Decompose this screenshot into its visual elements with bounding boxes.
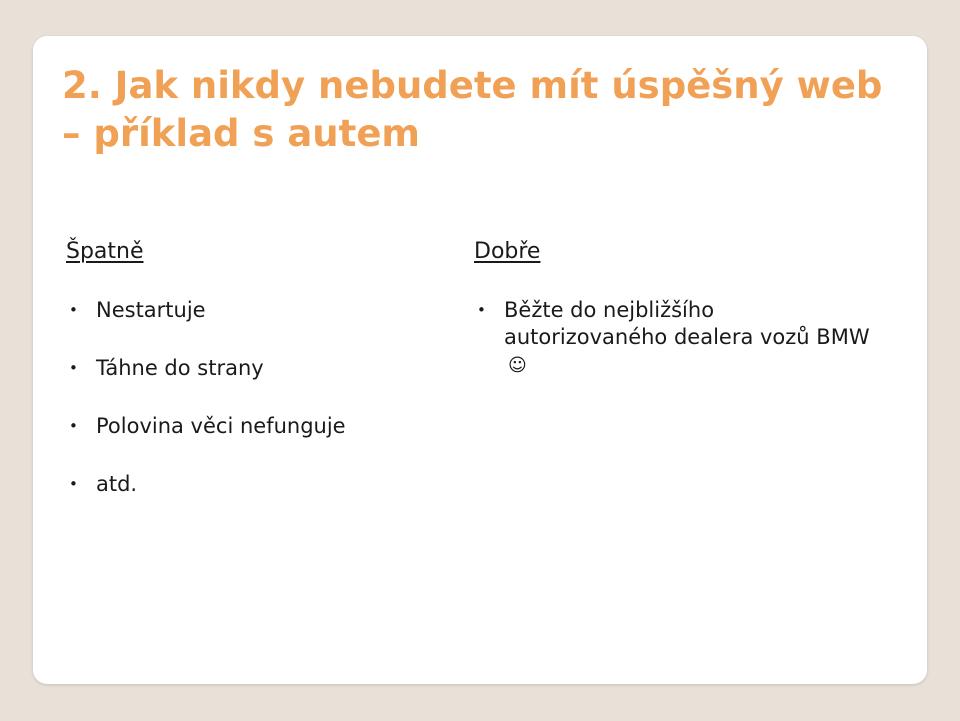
slide	[33, 36, 927, 684]
list-item-text: atd.	[96, 472, 138, 496]
smiley-icon: ☺	[508, 355, 527, 376]
bullet-icon: •	[69, 417, 78, 435]
left-column-heading: Špatně	[66, 239, 144, 264]
right-column-heading: Dobře	[474, 239, 541, 264]
list-item	[66, 355, 446, 382]
left-bullet-list	[66, 297, 446, 529]
list-item-text: Táhne do strany	[96, 356, 264, 380]
bullet-icon: •	[69, 359, 78, 377]
list-item	[66, 471, 446, 498]
list-item-text: Nestartuje	[96, 298, 206, 322]
bullet-icon: •	[477, 301, 486, 319]
list-item-text: Běžte do nejbližšího autorizovaného dealera vozů BMW	[504, 298, 870, 349]
list-item	[66, 297, 446, 324]
slide-title: 2. Jak nikdy nebudete mít úspěšný web – příklad s autem	[62, 64, 883, 155]
bullet-icon: •	[69, 301, 78, 319]
right-bullet-list	[474, 297, 874, 379]
list-item-text: Polovina věci nefunguje	[96, 414, 346, 438]
list-item	[66, 413, 446, 440]
list-item	[474, 297, 874, 379]
bullet-icon: •	[69, 475, 78, 493]
